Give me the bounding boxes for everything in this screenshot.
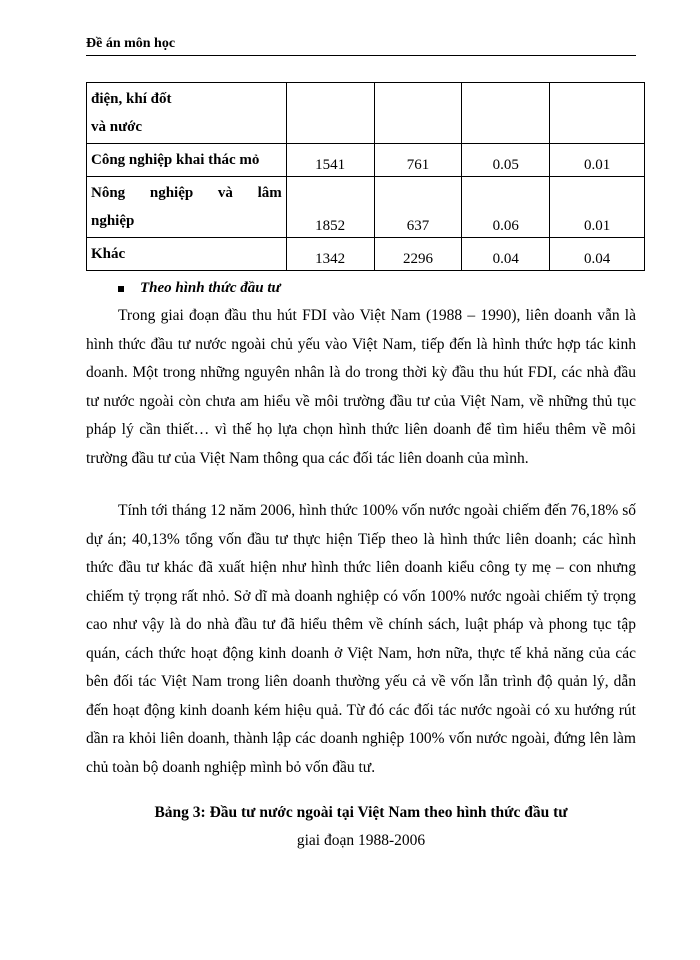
row-label-line bbox=[91, 179, 282, 207]
table-cell bbox=[286, 83, 374, 144]
table-cell bbox=[550, 83, 645, 144]
row-label: Khác bbox=[87, 238, 287, 271]
table-cell: 637 bbox=[374, 177, 462, 238]
section-heading-text: Theo hình thức đầu tư bbox=[140, 280, 281, 296]
section-heading bbox=[118, 280, 281, 297]
table-row bbox=[87, 177, 645, 238]
table-cell: 0.04 bbox=[550, 238, 645, 271]
table-row bbox=[87, 238, 645, 271]
row-label-line: điện, khí đốt bbox=[91, 91, 172, 107]
table-cell: 1342 bbox=[286, 238, 374, 271]
table-row bbox=[87, 144, 645, 177]
data-table bbox=[86, 82, 645, 271]
table-caption-title: Bảng 3: Đầu tư nước ngoài tại Việt Nam theo hình thức đầu tư bbox=[154, 804, 568, 821]
row-label-line: và nước bbox=[91, 119, 143, 135]
row-label-line: nghiệp bbox=[91, 213, 135, 229]
table-cell bbox=[462, 83, 550, 144]
table-cell: 0.04 bbox=[462, 238, 550, 271]
table-cell: 0.01 bbox=[550, 177, 645, 238]
table-cell: 0.01 bbox=[550, 144, 645, 177]
table-row bbox=[87, 83, 645, 144]
table-cell bbox=[374, 83, 462, 144]
row-label bbox=[87, 83, 287, 144]
paragraph: Tính tới tháng 12 năm 2006, hình thức 100% vốn nước ngoài chiếm đến 76,18% số dự án; 40,13% tổng vốn đầu tư thực hiện Tiếp theo là hình thức liên doanh; các hình thức đầu tư khác đã xuất hiện như hình thức liên doanh kiểu công ty mẹ – con nhưng chiếm tỷ trọng rất nhỏ. Sở dĩ mà doanh nghiệp có vốn 100% nước ngoài chiếm tỷ trọng cao như vậy là do nhà đầu tư đã hiểu thêm về chính sách, luật pháp và phong tục tập quán, cách thức hoạt động kinh doanh ở Việt Nam, hơn nữa, thực tế khả năng của các bên đối tác Việt Nam trong liên doanh thường yếu cả về vốn lẫn trình độ quản lý, dẫn đến hoạt động kinh doanh kém hiệu quả. Từ đó các đối tác nước ngoài có xu hướng rút dần ra khỏi liên doanh, thành lập các doanh nghiệp 100% vốn nước ngoài, đứng lên làm chủ toàn bộ doanh nghiệp mình bỏ vốn đầu tư. bbox=[86, 502, 636, 776]
row-label-word: nghiệp bbox=[149, 185, 194, 201]
table-cell: 1852 bbox=[286, 177, 374, 238]
table-cell: 1541 bbox=[286, 144, 374, 177]
paragraph: Trong giai đoạn đầu thu hút FDI vào Việt Nam (1988 – 1990), liên doanh vẫn là hình thức đầu tư nước ngoài chủ yếu vào Việt Nam, tiếp đến là hình thức hợp tác kinh doanh. Một trong những nguyên nhân là do trong thời kỳ đầu thu hút FDI, các nhà đầu tư nước ngoài còn chưa am hiểu về môi trường đầu tư của Việt Nam, về những thủ tục pháp lý cần thiết… vì thế họ lựa chọn hình thức liên doanh để tìm hiểu thêm về môi trường đầu tư của Việt Nam thông qua các đối tác liên doanh của mình. bbox=[86, 307, 636, 467]
row-label bbox=[87, 177, 287, 238]
table-cell: 0.05 bbox=[462, 144, 550, 177]
table-cell: 0.06 bbox=[462, 177, 550, 238]
row-label-word: lâm bbox=[257, 185, 282, 201]
bullet-square-icon bbox=[118, 286, 124, 292]
row-label-word: và bbox=[217, 185, 233, 201]
table-cell: 761 bbox=[374, 144, 462, 177]
row-label-word: Nông bbox=[91, 185, 126, 201]
page-header bbox=[86, 36, 636, 56]
header-title: Đề án môn học bbox=[86, 36, 176, 51]
row-label: Công nghiệp khai thác mỏ bbox=[87, 144, 287, 177]
table-cell: 2296 bbox=[374, 238, 462, 271]
table-caption-subtitle: giai đoạn 1988-2006 bbox=[296, 832, 426, 849]
